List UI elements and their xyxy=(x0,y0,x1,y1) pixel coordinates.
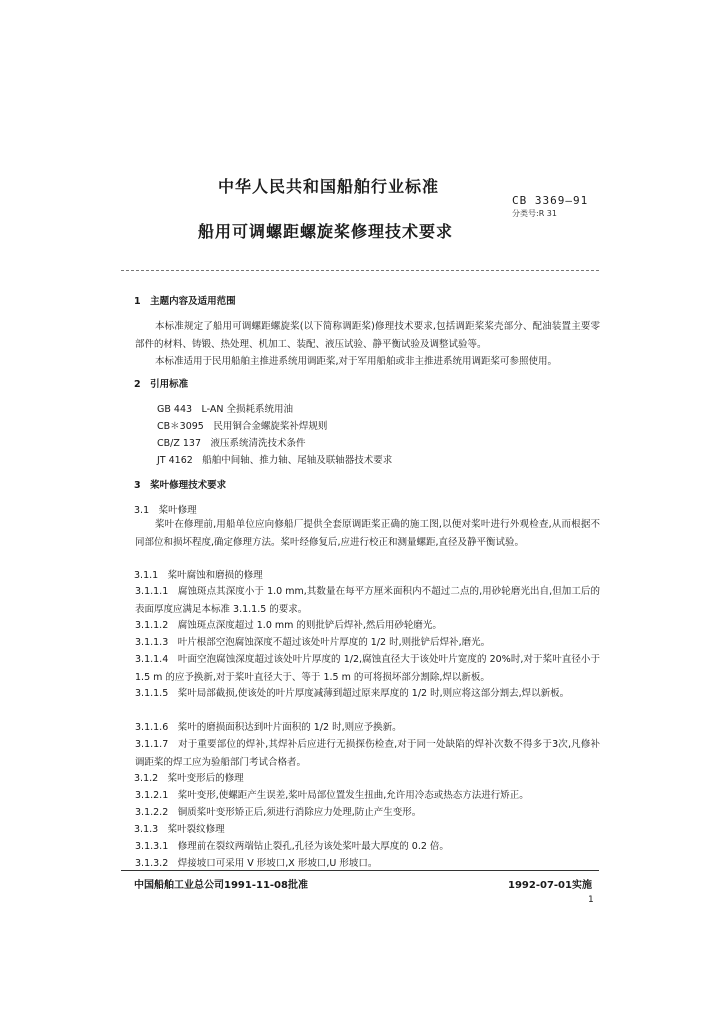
standard-code: CB 3369—91 xyxy=(512,194,589,207)
section-2-heading: 2 引用标准 xyxy=(134,379,189,390)
clause-3-1-3-1: 3.1.3.1 修理前在裂纹两端钻止裂孔,孔径为该处桨叶最大厚度的 0.2 倍。 xyxy=(135,841,449,852)
subsection-3-1-heading: 3.1 桨叶修理 xyxy=(134,505,197,516)
approval-statement: 中国船舶工业总公司1991-11-08批准 xyxy=(134,880,308,891)
clause-3-1-1-2: 3.1.1.2 腐蚀斑点深度超过 1.0 mm 的则批铲后焊补,然后用砂轮磨光。 xyxy=(135,620,442,631)
section-1-paragraph-1: 本标准规定了船用可调螺距螺旋桨(以下简称调距桨)修理技术要求,包括调距桨桨壳部分、配油装置主要零部件的材料、铸锻、热处理、机加工、装配、液压试验、静平衡试验及调整试验等。 xyxy=(135,321,600,350)
reference-item: GB 443 L-AN 全损耗系统用油 xyxy=(157,404,294,415)
clause-3-1-1-1: 3.1.1.1 腐蚀斑点其深度小于 1.0 mm,其数量在每平方厘米面积内不超过二点的,用砂轮磨光出自,但加工后的表面厚度应满足本标准 3.1.1.5 的要求。 xyxy=(135,586,600,615)
reference-item: CB＊3095 民用铜合金螺旋桨补焊规则 xyxy=(157,421,328,432)
document-title: 船用可调螺距螺旋桨修理技术要求 xyxy=(198,222,454,241)
clause-3-1-3-2: 3.1.3.2 焊接坡口可采用 V 形坡口,X 形坡口,U 形坡口。 xyxy=(135,858,378,869)
clause-3-1-1-6: 3.1.1.6 桨叶的磨损面积达到叶片面积的 1/2 时,则应予换新。 xyxy=(135,722,402,733)
clause-3-1-1-7: 3.1.1.7 对于重要部位的焊补,其焊补后应进行无损探伤检查,对于同一处缺陷的焊补次数不得多于3次,凡修补调距桨的焊工应为验船部门考试合格者。 xyxy=(135,739,600,768)
classification-number: 分类号:R 31 xyxy=(512,209,557,218)
footer-divider xyxy=(121,870,599,871)
clause-3-1-3-heading: 3.1.3 桨叶裂纹修理 xyxy=(134,824,225,835)
section-3-heading: 3 桨叶修理技术要求 xyxy=(134,480,227,491)
clause-3-1-1-heading: 3.1.1 桨叶腐蚀和磨损的修理 xyxy=(134,570,263,581)
section-1-paragraph-2: 本标准适用于民用船舶主推进系统用调距桨,对于军用船舶或非主推进系统用调距桨可参照使用。 xyxy=(155,356,558,367)
clause-3-1-2-heading: 3.1.2 桨叶变形后的修理 xyxy=(134,773,244,784)
clause-3-1-1-5: 3.1.1.5 桨叶局部截损,使该处的叶片厚度减薄到超过原来厚度的 1/2 时,则应将这部分割去,焊以新板。 xyxy=(135,688,570,699)
reference-item: CB/Z 137 液压系统清洗技术条件 xyxy=(157,438,306,449)
clause-3-1-1-4: 3.1.1.4 叶面空泡腐蚀深度超过该处叶片厚度的 1/2,腐蚀直径大于该处叶片宽度的 20%时,对于桨叶直径小于 1.5 m 的应予换新,对于桨叶直径大于、等于 1.5 m 的可将损坏部分割除,焊以新板。 xyxy=(135,654,600,683)
effective-date: 1992-07-01实施 xyxy=(508,880,592,891)
subsection-3-1-paragraph: 桨叶在修理前,用船单位应向修船厂提供全套原调距桨正确的施工图,以便对桨叶进行外观检查,从而根据不同部位和损坏程度,确定修理方法。桨叶经修复后,应进行校正和测量螺距,直径及静平衡试验。 xyxy=(135,519,600,548)
clause-3-1-2-1: 3.1.2.1 桨叶变形,使螺距产生误差,桨叶局部位置发生扭曲,允许用冷态或热态方法进行矫正。 xyxy=(135,790,529,801)
reference-item: JT 4162 船舶中间轴、推力轴、尾轴及联轴器技术要求 xyxy=(157,455,393,466)
clause-3-1-2-2: 3.1.2.2 铜质桨叶变形矫正后,须进行消除应力处理,防止产生变形。 xyxy=(135,807,422,818)
clause-3-1-1-3: 3.1.1.3 叶片根部空泡腐蚀深度不超过该处叶片厚度的 1/2 时,则批铲后焊补,磨光。 xyxy=(135,637,491,648)
section-1-heading: 1 主题内容及适用范围 xyxy=(134,296,236,307)
header-divider xyxy=(121,270,599,271)
issuing-body-title: 中华人民共和国船舶行业标准 xyxy=(218,177,440,196)
page-number: 1 xyxy=(588,895,594,905)
